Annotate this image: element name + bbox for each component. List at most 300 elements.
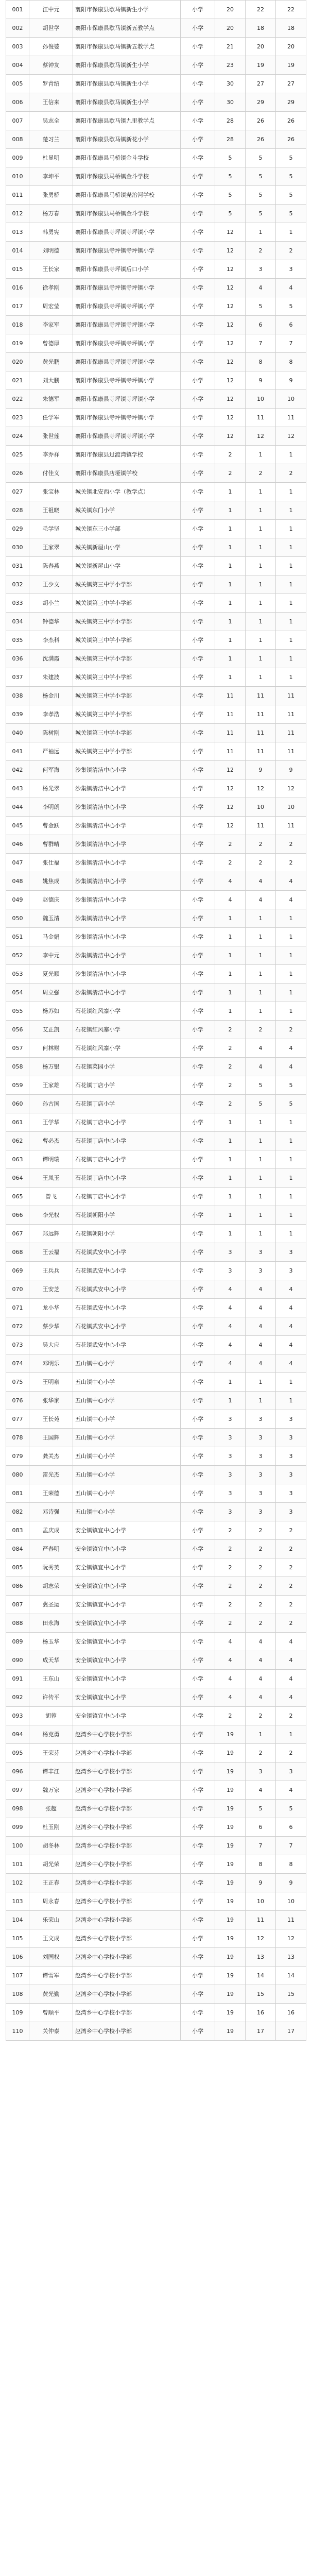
name-cell: 江中元 — [29, 1, 73, 19]
level-cell: 小学 — [181, 186, 215, 205]
school-cell: 襄阳市保康县歇马镇新五教学点 — [73, 38, 181, 56]
row-number-cell: 109 — [6, 2004, 29, 2022]
row-number-cell: 020 — [6, 353, 29, 371]
level-cell: 小学 — [181, 724, 215, 742]
value-cell-2: 1 — [246, 1725, 276, 1744]
row-number-cell: 017 — [6, 297, 29, 316]
value-cell-3: 14 — [276, 1967, 306, 1985]
table-row — [6, 19, 306, 38]
value-cell-2: 11 — [246, 742, 276, 761]
value-cell-3: 3 — [276, 1262, 306, 1280]
value-cell-2: 14 — [246, 1967, 276, 1985]
value-cell-1: 30 — [215, 75, 246, 93]
value-cell-1: 5 — [215, 186, 246, 205]
name-cell: 吴志全 — [29, 112, 73, 130]
value-cell-3: 4 — [276, 872, 306, 891]
school-cell: 城关镇第三中学小学部 — [73, 705, 181, 724]
level-cell: 小学 — [181, 1021, 215, 1039]
name-cell: 邓诗强 — [29, 1503, 73, 1521]
row-number-cell: 084 — [6, 1540, 29, 1558]
name-cell: 杜显明 — [29, 149, 73, 167]
school-cell: 石花镇武安中心小学 — [73, 1280, 181, 1299]
level-cell: 小学 — [181, 1243, 215, 1262]
value-cell-1: 1 — [215, 594, 246, 613]
school-cell: 赵湾乡中心学校小学部 — [73, 1744, 181, 1762]
value-cell-3: 2 — [276, 1596, 306, 1614]
value-cell-1: 3 — [215, 1243, 246, 1262]
value-cell-3: 11 — [276, 409, 306, 427]
value-cell-3: 3 — [276, 1503, 306, 1521]
value-cell-1: 3 — [215, 1262, 246, 1280]
level-cell: 小学 — [181, 1169, 215, 1188]
value-cell-2: 4 — [246, 1280, 276, 1299]
value-cell-1: 1 — [215, 1150, 246, 1169]
value-cell-1: 19 — [215, 1744, 246, 1762]
school-cell: 襄阳市保康县寺坪镇寺坪镇小学 — [73, 223, 181, 242]
table-row — [6, 446, 306, 464]
name-cell: 胡光荣 — [29, 1855, 73, 1874]
table-row — [6, 1076, 306, 1095]
table-row — [6, 501, 306, 520]
school-cell: 石花镇朝阳小学 — [73, 1225, 181, 1243]
table-row — [6, 1188, 306, 1206]
school-cell: 安全镇镇宜中心小学 — [73, 1614, 181, 1633]
value-cell-3: 5 — [276, 205, 306, 223]
level-cell: 小学 — [181, 334, 215, 353]
value-cell-2: 1 — [246, 965, 276, 984]
value-cell-2: 3 — [246, 1466, 276, 1484]
row-number-cell: 094 — [6, 1725, 29, 1744]
value-cell-1: 1 — [215, 1113, 246, 1132]
table-row — [6, 1336, 306, 1354]
value-cell-3: 26 — [276, 130, 306, 149]
name-cell: 张仕福 — [29, 854, 73, 872]
table-row — [6, 1, 306, 19]
name-cell: 李家军 — [29, 316, 73, 334]
value-cell-3: 3 — [276, 1447, 306, 1466]
value-cell-1: 1 — [215, 575, 246, 594]
value-cell-2: 4 — [246, 1058, 276, 1076]
table-row — [6, 56, 306, 75]
value-cell-3: 2 — [276, 1707, 306, 1725]
value-cell-2: 4 — [246, 1299, 276, 1317]
table-row — [6, 835, 306, 854]
name-cell: 孙古国 — [29, 1095, 73, 1113]
value-cell-3: 6 — [276, 1818, 306, 1837]
table-row — [6, 483, 306, 501]
level-cell: 小学 — [181, 1447, 215, 1466]
value-cell-1: 4 — [215, 1280, 246, 1299]
table-row — [6, 427, 306, 446]
name-cell: 许传平 — [29, 1688, 73, 1707]
school-cell: 城关镇第三中学小学部 — [73, 742, 181, 761]
table-body — [6, 1, 306, 2041]
school-cell: 石花镇红风寨小学 — [73, 1002, 181, 1021]
row-number-cell: 047 — [6, 854, 29, 872]
name-cell: 王家雄 — [29, 1076, 73, 1095]
value-cell-1: 12 — [215, 409, 246, 427]
value-cell-2: 1 — [246, 1113, 276, 1132]
level-cell: 小学 — [181, 984, 215, 1002]
school-cell: 石花镇武安中心小学 — [73, 1336, 181, 1354]
school-cell: 襄阳市保康县寺坪镇寺坪镇小学 — [73, 409, 181, 427]
school-cell: 石花镇武安中心小学 — [73, 1317, 181, 1336]
value-cell-3: 4 — [276, 1651, 306, 1670]
value-cell-2: 4 — [246, 1670, 276, 1688]
value-cell-1: 4 — [215, 891, 246, 909]
value-cell-1: 20 — [215, 19, 246, 38]
value-cell-2: 5 — [246, 167, 276, 186]
row-number-cell: 051 — [6, 928, 29, 946]
table-row — [6, 1948, 306, 1967]
value-cell-2: 1 — [246, 538, 276, 557]
school-cell: 襄阳市保康县马桥镇尧治河学校 — [73, 186, 181, 205]
school-cell: 石花镇菜园小学 — [73, 1058, 181, 1076]
table-row — [6, 316, 306, 334]
school-cell: 五山镇中心小学 — [73, 1447, 181, 1466]
row-number-cell: 064 — [6, 1169, 29, 1188]
name-cell: 田永海 — [29, 1614, 73, 1633]
school-cell: 赵湾乡中心学校小学部 — [73, 1837, 181, 1855]
table-row — [6, 390, 306, 409]
name-cell: 孟庆成 — [29, 1521, 73, 1540]
value-cell-2: 1 — [246, 594, 276, 613]
level-cell: 小学 — [181, 483, 215, 501]
value-cell-3: 1 — [276, 501, 306, 520]
name-cell: 李中元 — [29, 946, 73, 965]
value-cell-3: 5 — [276, 186, 306, 205]
school-cell: 安全镇镇宜中心小学 — [73, 1670, 181, 1688]
level-cell: 小学 — [181, 1929, 215, 1948]
value-cell-2: 2 — [246, 1021, 276, 1039]
value-cell-2: 1 — [246, 223, 276, 242]
school-cell: 沙集镇清洁中心小学 — [73, 891, 181, 909]
value-cell-2: 1 — [246, 946, 276, 965]
row-number-cell: 110 — [6, 2022, 29, 2041]
row-number-cell: 043 — [6, 779, 29, 798]
value-cell-1: 19 — [215, 1929, 246, 1948]
value-cell-1: 19 — [215, 1818, 246, 1837]
name-cell: 乐荣山 — [29, 1911, 73, 1929]
level-cell: 小学 — [181, 1354, 215, 1373]
school-cell: 襄阳市保康县歇马镇新生小学 — [73, 93, 181, 112]
value-cell-2: 4 — [246, 1039, 276, 1058]
level-cell: 小学 — [181, 1633, 215, 1651]
table-row — [6, 1855, 306, 1874]
value-cell-2: 3 — [246, 1762, 276, 1781]
row-number-cell: 054 — [6, 984, 29, 1002]
row-number-cell: 009 — [6, 149, 29, 167]
table-row — [6, 1373, 306, 1392]
row-number-cell: 085 — [6, 1558, 29, 1577]
value-cell-2: 4 — [246, 872, 276, 891]
table-row — [6, 1744, 306, 1762]
value-cell-1: 12 — [215, 427, 246, 446]
value-cell-2: 1 — [246, 1132, 276, 1150]
value-cell-3: 1 — [276, 965, 306, 984]
level-cell: 小学 — [181, 1688, 215, 1707]
level-cell: 小学 — [181, 1484, 215, 1503]
value-cell-1: 12 — [215, 798, 246, 817]
value-cell-1: 12 — [215, 316, 246, 334]
value-cell-3: 4 — [276, 1336, 306, 1354]
value-cell-1: 3 — [215, 1447, 246, 1466]
name-cell: 付佳义 — [29, 464, 73, 483]
table-row — [6, 538, 306, 557]
value-cell-3: 5 — [276, 149, 306, 167]
level-cell: 小学 — [181, 56, 215, 75]
school-cell: 城关镇第三中学小学部 — [73, 594, 181, 613]
table-row — [6, 297, 306, 316]
table-row — [6, 1540, 306, 1558]
row-number-cell: 099 — [6, 1818, 29, 1837]
school-cell: 石花镇丁店小学 — [73, 1095, 181, 1113]
value-cell-1: 21 — [215, 38, 246, 56]
value-cell-3: 4 — [276, 891, 306, 909]
name-cell: 夏光顺 — [29, 965, 73, 984]
value-cell-2: 12 — [246, 779, 276, 798]
level-cell: 小学 — [181, 167, 215, 186]
table-row — [6, 1781, 306, 1800]
school-cell: 沙集镇清洁中心小学 — [73, 984, 181, 1002]
name-cell: 蔡少华 — [29, 1317, 73, 1336]
row-number-cell: 046 — [6, 835, 29, 854]
value-cell-2: 8 — [246, 353, 276, 371]
table-row — [6, 687, 306, 705]
school-cell: 五山镇中心小学 — [73, 1429, 181, 1447]
table-row — [6, 575, 306, 594]
row-number-cell: 088 — [6, 1614, 29, 1633]
value-cell-2: 1 — [246, 909, 276, 928]
table-row — [6, 464, 306, 483]
value-cell-3: 9 — [276, 1874, 306, 1892]
value-cell-1: 5 — [215, 205, 246, 223]
value-cell-1: 4 — [215, 1299, 246, 1317]
value-cell-1: 5 — [215, 167, 246, 186]
value-cell-3: 1 — [276, 557, 306, 575]
row-number-cell: 028 — [6, 501, 29, 520]
name-cell: 刘明德 — [29, 242, 73, 260]
value-cell-3: 1 — [276, 984, 306, 1002]
name-cell: 李坤平 — [29, 167, 73, 186]
school-cell: 赵湾乡中心学校小学部 — [73, 1948, 181, 1967]
level-cell: 小学 — [181, 1466, 215, 1484]
table-row — [6, 1911, 306, 1929]
level-cell: 小学 — [181, 1911, 215, 1929]
value-cell-2: 17 — [246, 2022, 276, 2041]
table-row — [6, 817, 306, 835]
name-cell: 胡小兰 — [29, 594, 73, 613]
value-cell-2: 5 — [246, 205, 276, 223]
table-row — [6, 520, 306, 538]
value-cell-3: 27 — [276, 75, 306, 93]
value-cell-3: 10 — [276, 390, 306, 409]
name-cell: 胡冬林 — [29, 1837, 73, 1855]
value-cell-1: 4 — [215, 872, 246, 891]
value-cell-3: 5 — [276, 167, 306, 186]
name-cell: 王明泉 — [29, 1373, 73, 1392]
table-row — [6, 242, 306, 260]
value-cell-3: 12 — [276, 779, 306, 798]
value-cell-3: 1 — [276, 1373, 306, 1392]
table-row — [6, 1725, 306, 1744]
value-cell-3: 4 — [276, 1280, 306, 1299]
table-row — [6, 1484, 306, 1503]
value-cell-2: 18 — [246, 19, 276, 38]
table-row — [6, 38, 306, 56]
table-row — [6, 1429, 306, 1447]
value-cell-3: 1 — [276, 650, 306, 668]
row-number-cell: 053 — [6, 965, 29, 984]
value-cell-1: 19 — [215, 1762, 246, 1781]
value-cell-3: 7 — [276, 1837, 306, 1855]
value-cell-3: 26 — [276, 112, 306, 130]
table-row — [6, 1614, 306, 1633]
value-cell-1: 11 — [215, 742, 246, 761]
school-cell: 沙集镇清洁中心小学 — [73, 817, 181, 835]
row-number-cell: 058 — [6, 1058, 29, 1076]
school-cell: 沙集镇清洁中心小学 — [73, 761, 181, 779]
school-cell: 襄阳市保康县店垭镇学校 — [73, 464, 181, 483]
value-cell-2: 1 — [246, 483, 276, 501]
value-cell-1: 12 — [215, 334, 246, 353]
table-row — [6, 1113, 306, 1132]
table-row — [6, 1095, 306, 1113]
table-row — [6, 798, 306, 817]
school-cell: 襄阳市保康县寺坪镇寺坪镇小学 — [73, 371, 181, 390]
value-cell-3: 15 — [276, 1985, 306, 2004]
row-number-cell: 073 — [6, 1336, 29, 1354]
value-cell-1: 28 — [215, 130, 246, 149]
school-cell: 安全镇镇宜中心小学 — [73, 1688, 181, 1707]
school-cell: 城关镇第三中学小学部 — [73, 668, 181, 687]
value-cell-1: 2 — [215, 1596, 246, 1614]
value-cell-3: 4 — [276, 1354, 306, 1373]
level-cell: 小学 — [181, 223, 215, 242]
value-cell-1: 19 — [215, 2004, 246, 2022]
value-cell-2: 22 — [246, 1, 276, 19]
school-cell: 襄阳市保康县马桥镇金斗学校 — [73, 149, 181, 167]
level-cell: 小学 — [181, 631, 215, 650]
level-cell: 小学 — [181, 909, 215, 928]
school-cell: 襄阳市保康县过渡湾镇学校 — [73, 446, 181, 464]
school-cell: 襄阳市保康县歇马镇新五教学点 — [73, 19, 181, 38]
teacher-table — [6, 0, 306, 2041]
level-cell: 小学 — [181, 2022, 215, 2041]
level-cell: 小学 — [181, 1039, 215, 1058]
value-cell-3: 3 — [276, 1410, 306, 1429]
school-cell: 石花镇武安中心小学 — [73, 1299, 181, 1317]
level-cell: 小学 — [181, 891, 215, 909]
value-cell-1: 1 — [215, 909, 246, 928]
value-cell-1: 12 — [215, 279, 246, 297]
school-cell: 安全镇镇宜中心小学 — [73, 1707, 181, 1725]
value-cell-2: 9 — [246, 1874, 276, 1892]
value-cell-1: 1 — [215, 538, 246, 557]
row-number-cell: 038 — [6, 687, 29, 705]
level-cell: 小学 — [181, 1373, 215, 1392]
row-number-cell: 024 — [6, 427, 29, 446]
school-cell: 石花镇丁店中心小学 — [73, 1169, 181, 1188]
level-cell: 小学 — [181, 1967, 215, 1985]
school-cell: 安全镇镇宜中心小学 — [73, 1577, 181, 1596]
value-cell-3: 1 — [276, 1150, 306, 1169]
table-row — [6, 779, 306, 798]
level-cell: 小学 — [181, 1410, 215, 1429]
value-cell-1: 1 — [215, 928, 246, 946]
name-cell: 曾顺平 — [29, 2004, 73, 2022]
value-cell-3: 9 — [276, 371, 306, 390]
table-row — [6, 1651, 306, 1670]
name-cell: 钟德华 — [29, 613, 73, 631]
row-number-cell: 063 — [6, 1150, 29, 1169]
value-cell-2: 27 — [246, 75, 276, 93]
level-cell: 小学 — [181, 965, 215, 984]
value-cell-2: 4 — [246, 891, 276, 909]
row-number-cell: 004 — [6, 56, 29, 75]
name-cell: 徐孝刚 — [29, 279, 73, 297]
row-number-cell: 082 — [6, 1503, 29, 1521]
table-row — [6, 724, 306, 742]
value-cell-1: 2 — [215, 1076, 246, 1095]
level-cell: 小学 — [181, 854, 215, 872]
row-number-cell: 065 — [6, 1188, 29, 1206]
school-cell: 安全镇镇宜中心小学 — [73, 1558, 181, 1577]
value-cell-2: 4 — [246, 1317, 276, 1336]
value-cell-1: 2 — [215, 1095, 246, 1113]
table-row — [6, 1707, 306, 1725]
value-cell-1: 1 — [215, 1002, 246, 1021]
table-row — [6, 186, 306, 205]
value-cell-2: 4 — [246, 1688, 276, 1707]
table-row — [6, 1002, 306, 1021]
level-cell: 小学 — [181, 1781, 215, 1800]
school-cell: 沙集镇清洁中心小学 — [73, 872, 181, 891]
row-number-cell: 072 — [6, 1317, 29, 1336]
value-cell-2: 4 — [246, 279, 276, 297]
value-cell-3: 11 — [276, 1911, 306, 1929]
name-cell: 李杰科 — [29, 631, 73, 650]
row-number-cell: 060 — [6, 1095, 29, 1113]
row-number-cell: 003 — [6, 38, 29, 56]
value-cell-3: 17 — [276, 2022, 306, 2041]
value-cell-2: 2 — [246, 464, 276, 483]
name-cell: 任学军 — [29, 409, 73, 427]
school-cell: 五山镇中心小学 — [73, 1373, 181, 1392]
value-cell-1: 1 — [215, 1225, 246, 1243]
table-row — [6, 1874, 306, 1892]
value-cell-1: 19 — [215, 1855, 246, 1874]
row-number-cell: 103 — [6, 1892, 29, 1911]
value-cell-1: 2 — [215, 1021, 246, 1039]
level-cell: 小学 — [181, 1150, 215, 1169]
name-cell: 谭丰江 — [29, 1762, 73, 1781]
name-cell: 沈满霞 — [29, 650, 73, 668]
name-cell: 曹必杰 — [29, 1132, 73, 1150]
row-number-cell: 062 — [6, 1132, 29, 1150]
level-cell: 小学 — [181, 538, 215, 557]
school-cell: 赵湾乡中心学校小学部 — [73, 1874, 181, 1892]
table-row — [6, 1392, 306, 1410]
value-cell-1: 2 — [215, 1558, 246, 1577]
name-cell: 杨金川 — [29, 687, 73, 705]
value-cell-2: 7 — [246, 1837, 276, 1855]
school-cell: 五山镇中心小学 — [73, 1503, 181, 1521]
name-cell: 王安芝 — [29, 1280, 73, 1299]
value-cell-1: 12 — [215, 390, 246, 409]
value-cell-3: 1 — [276, 1225, 306, 1243]
value-cell-1: 19 — [215, 1892, 246, 1911]
